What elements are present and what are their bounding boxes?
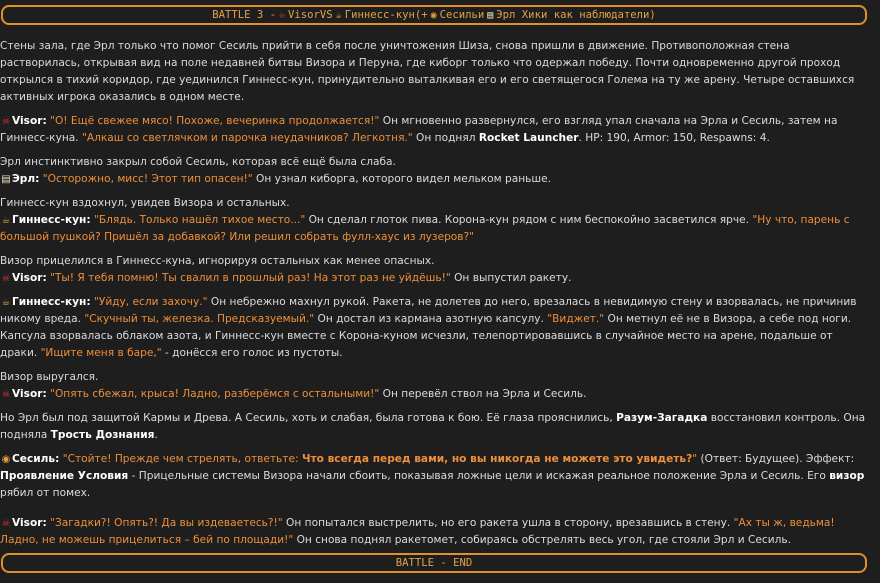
banner-and: и [477,8,485,21]
quote: "Ах ты ж, ведьма! Ладно, не можешь прицелиться – бей по площади!" [0,517,835,546]
narration: восстановил контроль. Она подняла [0,412,866,441]
narration: Он снова поднял ракетомет, собираясь обстрелять весь угол, где стояли Эрл и Сесиль. [293,534,792,546]
guinness-dialogue [0,294,868,362]
banner-vs: VS [319,8,333,21]
narration: Он попытался выстрелить, но его ракета ушла в сторону, врезавшись в стену. [282,517,734,529]
narration: Он небрежно махнул рукой. Ракета, не долетев до него, врезалась в невидимую стену и взорвалась, не причинив никому вреда. [0,296,857,325]
narration: рябил от помех. [0,487,91,499]
narration: . [154,429,158,441]
owl-icon: ◉ [430,9,437,21]
quote: "Загадки?! Опять?! Да вы издеваетесь?!" [50,517,283,529]
stats: . HP: 190, Armor: 150, Respawns: 4. [578,132,770,144]
visor-dialogue [0,369,868,403]
quote: "Ты! Я тебя помню! Ты свалил в прошлый раз! На этот раз не уйдёшь!" [50,272,451,284]
quote: "Осторожно, мисс! Этот тип опасен!" [42,173,253,185]
narration: Визор прицелился в Гиннесс-куна, игнорируя остальных как менее опасных. [0,255,435,267]
speaker-name: Visor: [12,115,47,127]
skull-icon: ☠ [279,9,286,21]
visor-dialogue [0,113,868,147]
quote: "Алкаш со светлячком и парочка неудачников? Легкотня." [82,132,413,144]
narration: Он перевёл ствол на Эрла и Сесиль. [379,388,587,400]
item-name: Трость Дознания [50,429,155,441]
skull-icon: ☠ [1,273,11,284]
narration: Он сделал глоток пива. Корона-кун рядом с ним беспокойно засветился ярче. [305,214,753,226]
speaker-name: Гиннесс-кун: [12,214,91,226]
effect-name: Проявление Условия [0,470,129,482]
banner-plus: (+ [414,8,428,21]
speaker-name: Visor: [12,517,47,529]
quote: "Блядь. Только нашёл тихое место..." [93,214,306,226]
speaker-name: Гиннесс-кун: [12,296,91,308]
narration: Визор выругался. [0,371,99,383]
scroll-icon: ▤ [1,174,11,185]
beer-mug-icon: ☕ [335,9,342,21]
narration-paragraph [0,410,868,444]
battle-start-banner [1,5,867,25]
ability-name: Разум-Загадка [616,412,708,424]
narration-paragraph: Стены зала, где Эрл только что помог Сесиль прийти в себя после уничтожения Шиза, снова пришли в движение. Противоположная стена растворилась, открывая вид на поле недавней битвы Визора и Перуна, где киборг только что одержал победу. Почти одновременно другой проход открылся в тихий коридор, где уединился Гиннесс-кун, принудительно выталкивая его и его светящегося Голема на ту же арену. Четыре оставшихся активных игрока оказались в одном месте. [0,40,855,103]
item-name: визор [829,470,865,482]
quote-end: " [692,453,698,465]
quote: "Уйду, если захочу." [93,296,208,308]
quote: "Опять сбежал, крыса! Ладно, разберёмся с остальными!" [50,388,380,400]
speaker-name: Visor: [12,388,47,400]
story-text [0,38,868,556]
narration: Он выпустил ракету. [450,272,572,284]
cecil-dialogue [0,451,868,502]
narration: - донёсся его голос из пустоты. [161,347,343,359]
scroll-icon: ▤ [487,9,494,21]
beer-mug-icon: ☕ [1,215,11,226]
narration: Он поднял [412,132,479,144]
speaker-name: Visor: [12,272,47,284]
narration: Гиннесс-кун вздохнул, увидев Визора и остальных. [0,197,290,209]
quote: "Виджет." [547,313,605,325]
battle-end-banner [1,553,867,573]
quote: "Стойте! Прежде чем стрелять, ответьте: [62,453,302,465]
banner-visor: Visor [288,8,320,21]
banner-guinness: Гиннесс-кун [344,8,415,21]
narration: Он достал из кармана азотную капсулу. [314,313,548,325]
narration: Он узнал киборга, которого видел мельком раньше. [252,173,551,185]
speaker-name: Сесиль: [12,453,60,465]
skull-icon: ☠ [1,116,11,127]
owl-icon: ◉ [1,454,11,465]
narration: Он метнул её не в Визора, а себе под ноги. Капсула взорвалась облаком азота, и Гиннесс-кун вместе с Корона-куном исчезли, телепортировавшись в случайное место на арене, подальше от драки. [0,313,852,359]
skull-icon: ☠ [1,389,11,400]
quote: "Ищите меня в баре," [40,347,162,359]
visor-dialogue [0,253,868,287]
banner-cecil: Сесиль [439,8,478,21]
visor-dialogue [0,515,868,549]
beer-mug-icon: ☕ [1,297,11,308]
banner-end-text: BATTLE - END [395,556,473,569]
quote: "Скучный ты, железка. Предсказуемый." [84,313,315,325]
narration: (Ответ: Будущее). Эффект: [697,453,855,465]
narration: Эрл инстинктивно закрыл собой Сесиль, которая всё ещё была слаба. [0,156,396,168]
earl-dialogue [0,154,868,188]
speaker-name: Эрл: [12,173,40,185]
banner-earl-hiki: Эрл Хики как наблюдатели) [496,8,656,21]
skull-icon: ☠ [1,518,11,529]
guinness-dialogue [0,195,868,246]
item-name: Rocket Launcher [478,132,579,144]
narration: Но Эрл был под защитой Кармы и Древа. А Сесиль, хоть и слабая, была готова к бою. Её глаза прояснились, [0,412,617,424]
narration: - Прицельные системы Визора начали сбоить, показывая ложные цели и искажая реальное положение Эрла и Сесиль. Его [128,470,830,482]
narration: Он мгновенно развернулся, его взгляд упал сначала на Эрла и Сесиль, затем на Гиннесс-куна. [0,115,838,144]
banner-prefix: BATTLE 3 - [212,8,277,21]
quote: "О! Ещё свежее мясо! Похоже, вечеринка продолжается!" [50,115,380,127]
riddle: Что всегда перед вами, но вы никогда не можете это увидеть? [301,453,693,465]
quote: "Ну что, парень с большой пушкой? Пришёл за добавкой? Или решил собрать фулл-хаус из лузеров?" [0,214,850,243]
